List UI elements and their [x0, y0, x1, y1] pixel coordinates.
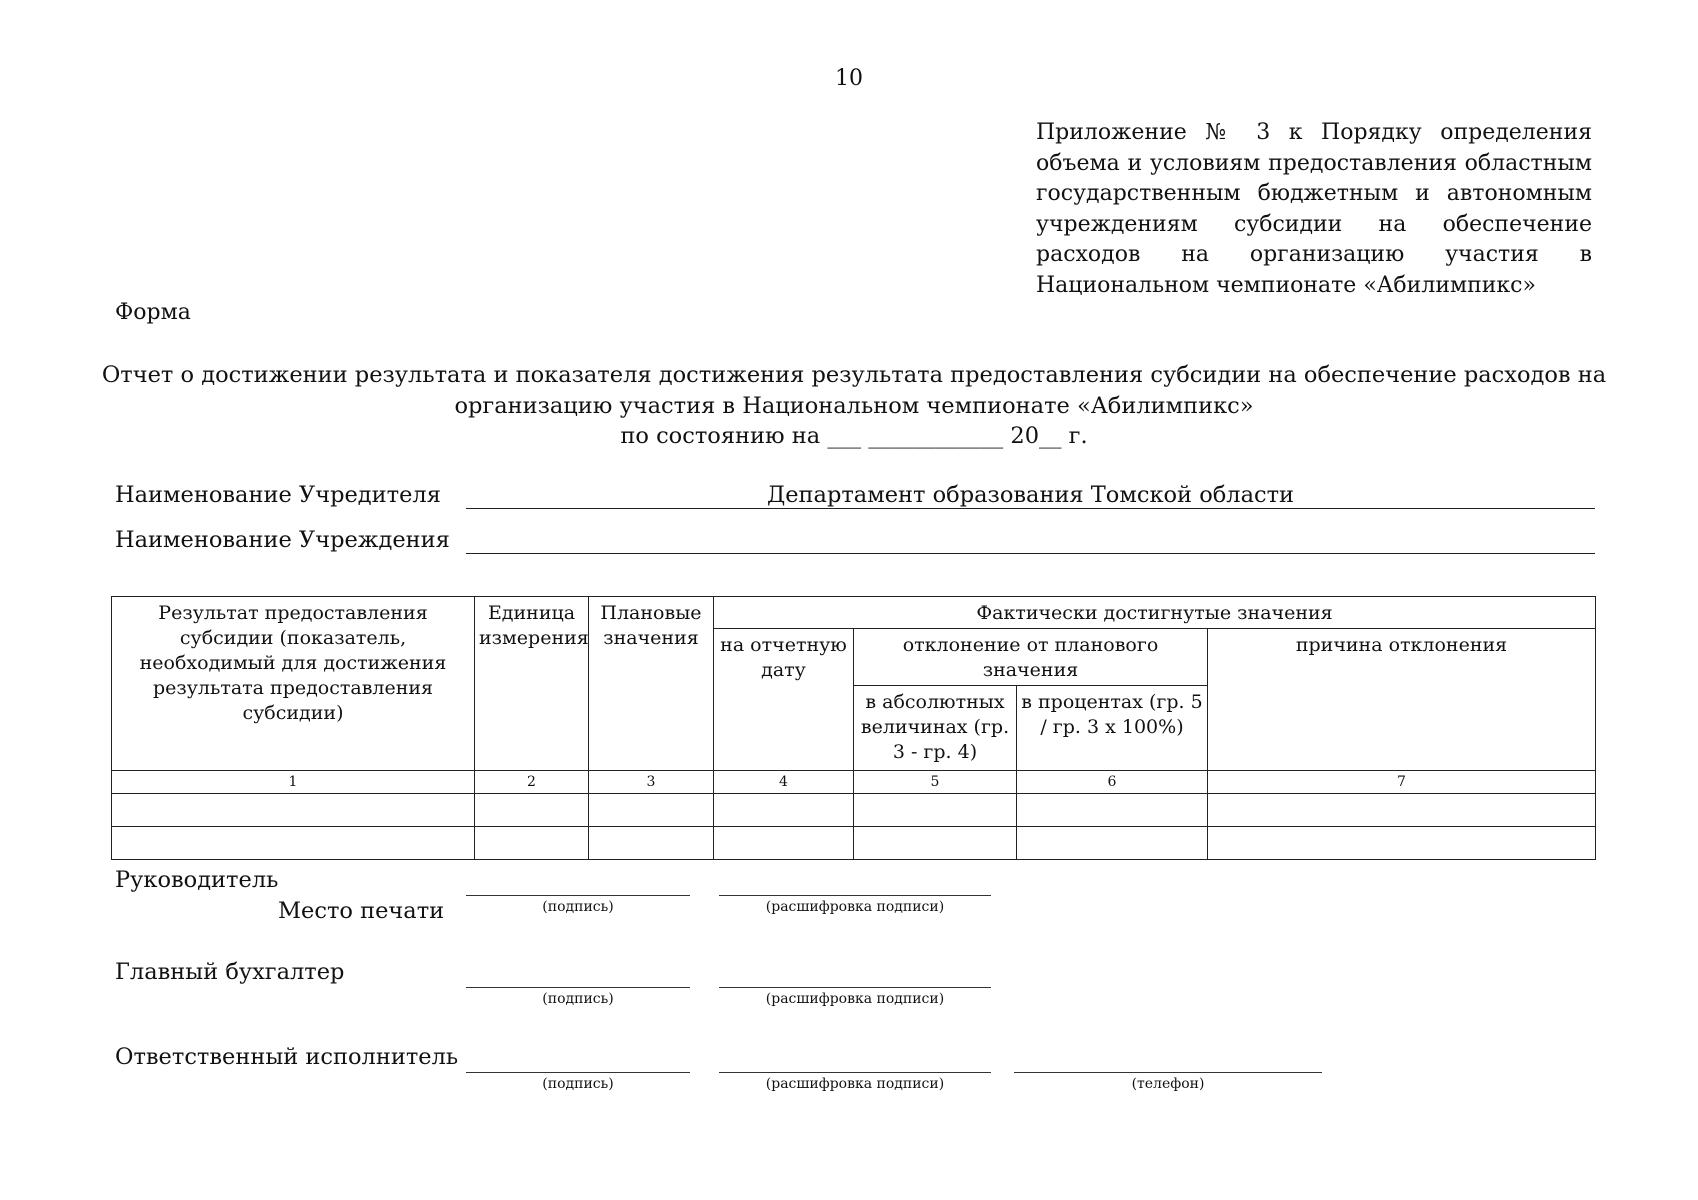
- head-decode-caption: (расшифровка подписи): [765, 899, 945, 915]
- column-number: 4: [714, 771, 854, 794]
- accountant-label: Главный бухгалтер: [115, 959, 345, 985]
- accountant-decode-caption: (расшифровка подписи): [765, 991, 945, 1007]
- page-number: 10: [835, 66, 863, 91]
- header-actual: Фактически достигнутые значения: [714, 597, 1596, 629]
- appendix-note: Приложение № 3 к Порядку определения объема и условиям предоставления областным государственным бюджетным и автономным учреждениям субсидии на обеспечение расходов на организацию участия в Национальном чемпионате «Абилимпикс»: [1036, 120, 1592, 298]
- header-result: Результат предоставления субсидии (показатель, необходимый для достижения результата предоставления субсидии): [112, 597, 475, 771]
- stamp-label: Место печати: [278, 898, 445, 924]
- header-percent: в процентах (гр. 5 / гр. 3 x 100%): [1017, 686, 1208, 771]
- executor-phone-caption: (телефон): [1131, 1076, 1205, 1092]
- report-title-line-1: Отчет о достижении результата и показателя достижения результата предоставления субсидии на обеспечение расходов на: [101, 362, 1607, 388]
- institution-line: [466, 553, 1595, 554]
- table-row: [112, 794, 1596, 827]
- column-number: 6: [1017, 771, 1208, 794]
- head-sign-caption: (подпись): [542, 899, 614, 915]
- head-decode-line: [719, 895, 991, 896]
- table-cell: [854, 794, 1017, 827]
- column-number: 1: [112, 771, 475, 794]
- column-number: 5: [854, 771, 1017, 794]
- head-label: Руководитель: [115, 867, 279, 893]
- header-planned: Плановые значения: [589, 597, 714, 771]
- header-absolute: в абсолютных величинах (гр. 3 - гр. 4): [854, 686, 1017, 771]
- executor-sign-caption: (подпись): [542, 1076, 614, 1092]
- institution-label: Наименование Учреждения: [115, 527, 450, 553]
- table-cell: [475, 827, 589, 860]
- column-number: 3: [589, 771, 714, 794]
- table-cell: [112, 794, 475, 827]
- executor-phone-line: [1014, 1072, 1322, 1073]
- executor-label: Ответственный исполнитель: [115, 1044, 459, 1070]
- table-cell: [475, 794, 589, 827]
- accountant-decode-line: [719, 987, 991, 988]
- table-cell: [714, 794, 854, 827]
- executor-decode-line: [719, 1072, 991, 1073]
- table-cell: [714, 827, 854, 860]
- table-cell: [112, 827, 475, 860]
- founder-value: Департамент образования Томской области: [766, 482, 1295, 508]
- founder-label: Наименование Учредителя: [115, 482, 441, 508]
- accountant-sign-line: [466, 987, 690, 988]
- report-title-line-3: по состоянию на ___ ____________ 20__ г.: [620, 423, 1088, 449]
- executor-sign-line: [466, 1072, 690, 1073]
- header-on-date: на отчетную дату: [714, 629, 854, 771]
- table-row: [112, 827, 1596, 860]
- column-number: 7: [1208, 771, 1596, 794]
- report-title: [60, 360, 1648, 452]
- report-title-line-2: организацию участия в Национальном чемпионате «Абилимпикс»: [454, 392, 1254, 419]
- founder-line: [466, 508, 1595, 509]
- table-cell: [1208, 827, 1596, 860]
- head-sign-line: [466, 895, 690, 896]
- table-cell: [854, 827, 1017, 860]
- form-label: Форма: [115, 300, 191, 325]
- accountant-sign-caption: (подпись): [542, 991, 614, 1007]
- header-unit: Единица измерения: [475, 597, 589, 771]
- report-table: [111, 596, 1596, 860]
- table-cell: [589, 827, 714, 860]
- header-reason: причина отклонения: [1208, 629, 1596, 771]
- table-cell: [1208, 794, 1596, 827]
- table-cell: [589, 794, 714, 827]
- table-cell: [1017, 827, 1208, 860]
- column-number: 2: [475, 771, 589, 794]
- executor-decode-caption: (расшифровка подписи): [765, 1076, 945, 1092]
- header-deviation: отклонение от планового значения: [854, 629, 1208, 686]
- table-cell: [1017, 794, 1208, 827]
